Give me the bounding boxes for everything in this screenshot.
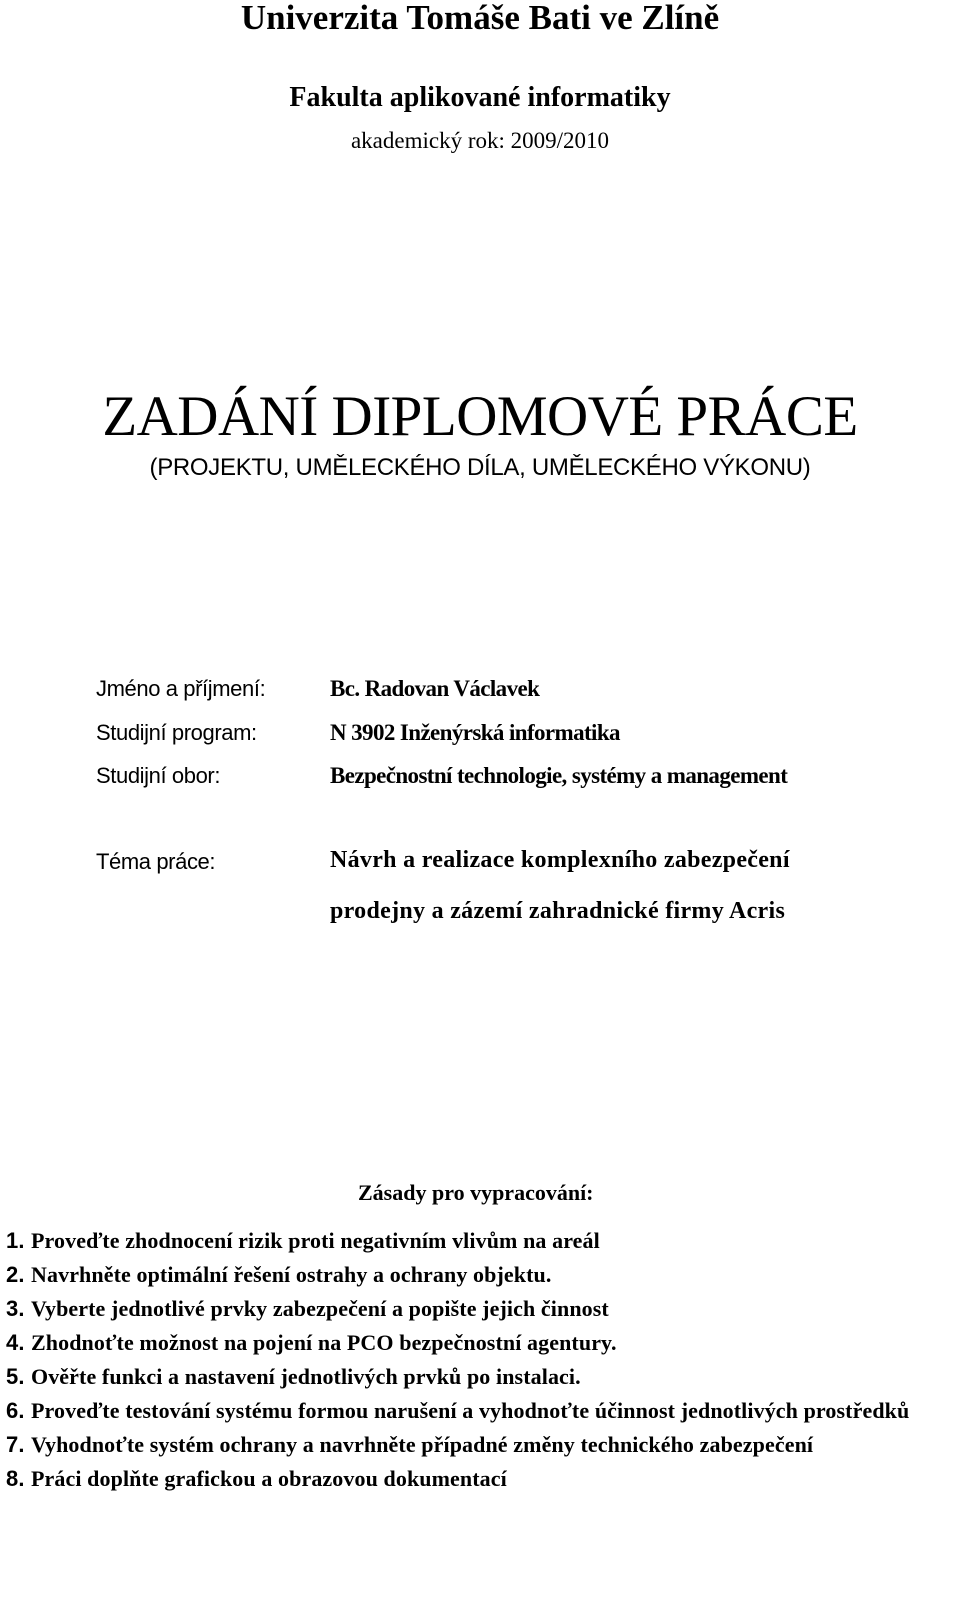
list-item (6, 1428, 956, 1462)
item-text: Navrhněte optimální řešení ostrahy a ochrany objektu. (31, 1262, 552, 1287)
program-value: N 3902 Inženýrská informatika (330, 720, 620, 745)
university-name: Univerzita Tomáše Bati ve Zlíně (240, 0, 720, 37)
principles-heading: Zásady pro vypracování: (358, 1180, 594, 1205)
document-title: ZADÁNÍ DIPLOMOVÉ PRÁCE (102, 385, 858, 448)
list-item (6, 1394, 956, 1428)
item-text: Vyhodnoťte systém ochrany a navrhněte případné změny technického zabezpečení (31, 1432, 814, 1457)
item-text: Vyberte jednotlivé prvky zabezpečení a popište jejich činnost (31, 1296, 609, 1321)
item-number: 3. (6, 1296, 25, 1321)
item-text: Ověřte funkci a nastavení jednotlivých prvků po instalaci. (31, 1364, 581, 1389)
item-number: 2. (6, 1262, 25, 1287)
item-text: Práci doplňte grafickou a obrazovou dokumentací (31, 1466, 507, 1491)
item-number: 4. (6, 1330, 25, 1355)
item-number: 1. (6, 1228, 25, 1253)
item-number: 6. (6, 1398, 25, 1423)
list-item (6, 1326, 956, 1360)
list-item (6, 1224, 956, 1258)
list-item (6, 1462, 956, 1496)
item-text: Zhodnoťte možnost na pojení na PCO bezpečnostní agentury. (31, 1330, 617, 1355)
list-item (6, 1292, 956, 1326)
document-subtitle: (PROJEKTU, UMĚLECKÉHO DÍLA, UMĚLECKÉHO VÝKONU) (149, 454, 811, 481)
field-value: Bezpečnostní technologie, systémy a management (330, 763, 788, 788)
program-label: Studijní program: (96, 720, 257, 745)
item-number: 8. (6, 1466, 25, 1491)
topic-line-2: prodejny a zázemí zahradnické firmy Acris (330, 898, 786, 924)
topic-label: Téma práce: (96, 849, 216, 874)
academic-year: akademický rok: 2009/2010 (350, 128, 610, 153)
item-text: Proveďte testování systému formou narušení a vyhodnoťte účinnost jednotlivých prostředků (31, 1398, 910, 1423)
item-number: 7. (6, 1432, 25, 1457)
item-number: 5. (6, 1364, 25, 1389)
name-value: Bc. Radovan Václavek (330, 676, 540, 701)
item-text: Proveďte zhodnocení rizik proti negativním vlivům na areál (31, 1228, 600, 1253)
principles-list (6, 1224, 956, 1496)
field-label: Studijní obor: (96, 763, 221, 788)
topic-line-1: Návrh a realizace komplexního zabezpečení (330, 847, 790, 873)
list-item (6, 1360, 956, 1394)
list-item (6, 1258, 956, 1292)
faculty-name: Fakulta aplikované informatiky (289, 82, 671, 113)
name-label: Jméno a příjmení: (96, 676, 266, 701)
